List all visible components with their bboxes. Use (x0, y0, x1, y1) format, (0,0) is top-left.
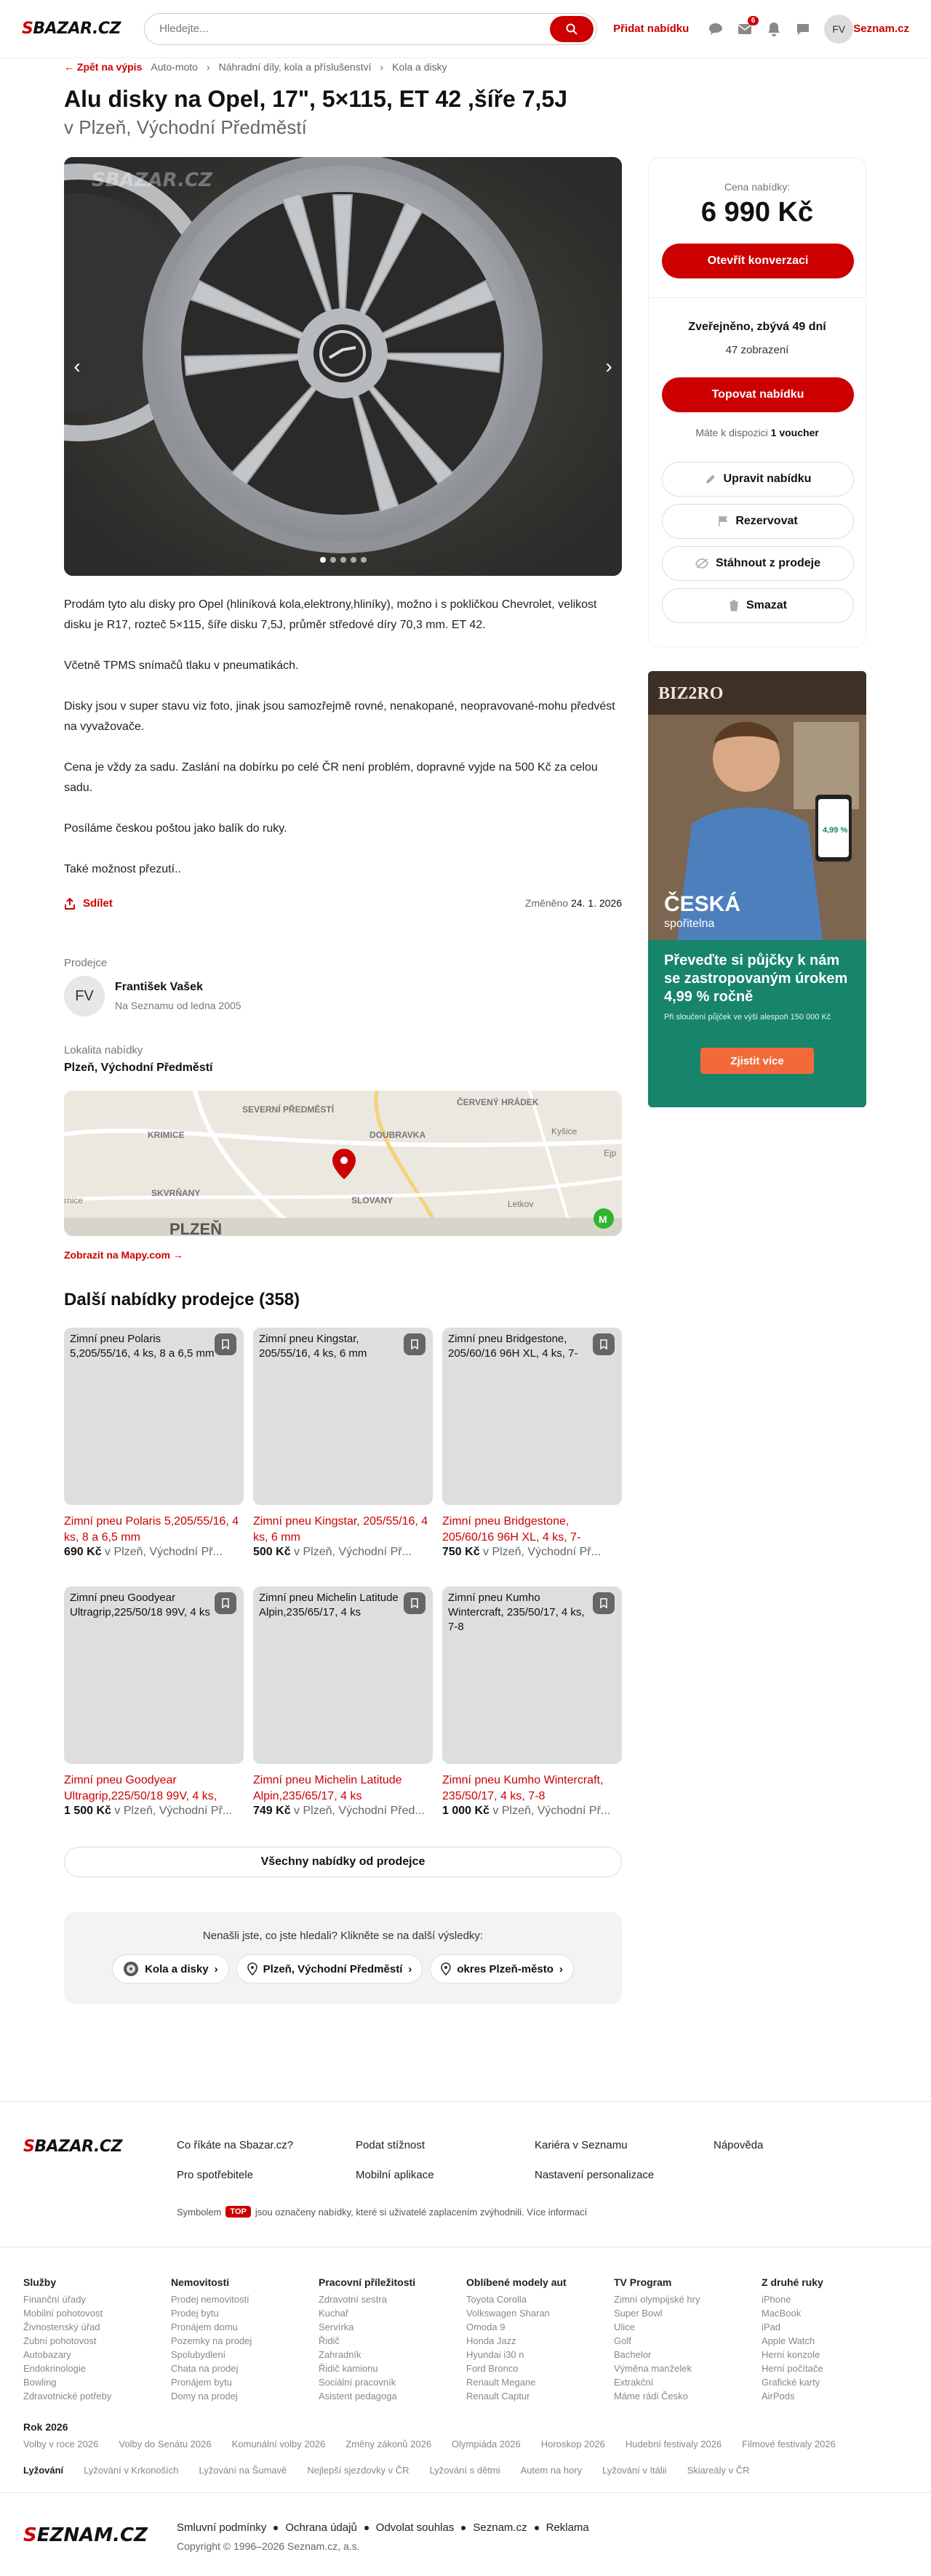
button-label: Smazat (746, 599, 788, 611)
seller-since: Na Seznamu od ledna 2005 (115, 1000, 241, 1011)
footer-sbazar-logo[interactable]: SBAZAR.CZ (23, 2138, 122, 2156)
share-button[interactable] (64, 897, 113, 910)
button-label: Stáhnout z prodeje (716, 557, 820, 569)
svg-text:ČERVENÝ HRÁDEK: ČERVENÝ HRÁDEK (457, 1097, 539, 1107)
footer-column-link[interactable]: MacBook (762, 2308, 802, 2319)
footer-columns (23, 2276, 908, 2403)
breadcrumb (64, 60, 447, 74)
description-paragraph: Disky jsou v super stavu viz foto, jinak jsou samozřejmě rovné, nenakopané, neopravované-mohu předvést na vyvažovače. (64, 700, 615, 733)
reserve-button[interactable] (662, 504, 854, 539)
listing-card-image[interactable] (64, 1586, 244, 1764)
eye-off-icon (695, 558, 708, 569)
seller-name: František Vašek (115, 981, 203, 993)
footer-column-link[interactable]: Ford Bronco (466, 2363, 519, 2374)
ad-creative (648, 671, 866, 1107)
top-badge: TOP (225, 2206, 250, 2218)
footer-link[interactable]: Nápověda (714, 2139, 764, 2151)
listing-card[interactable] (253, 1586, 433, 1823)
copyright: Copyright © 1996–2026 Seznam.cz, a.s. (177, 2540, 360, 2552)
listing-card-price: 690 Kč v Plzeň, Východní Př... (64, 1546, 223, 1558)
footer-column-title: Služby (23, 2276, 57, 2288)
footer-column-link[interactable]: Zimní olympijské hry (614, 2294, 700, 2305)
ski-link[interactable]: Autem na hory (520, 2465, 583, 2476)
header (0, 0, 931, 58)
footer-column-link[interactable]: Golf (614, 2335, 631, 2346)
changed-date: Změněno 24. 1. 2026 (524, 897, 622, 909)
footer-column-link[interactable]: Kuchař (319, 2308, 349, 2319)
footer-column-link[interactable]: Ulice (614, 2322, 635, 2332)
listing-card-title[interactable]: Zimní pneu Kumho Wintercraft, 235/50/17, 4 ks, 7-8 (442, 1774, 604, 1802)
footer-column-link[interactable]: AirPods (762, 2391, 795, 2402)
listing-card-price: 750 Kč v Plzeň, Východní Př... (442, 1546, 601, 1558)
footer-column (23, 2276, 171, 2403)
location-map[interactable] (64, 1091, 622, 1236)
map-canvas (64, 1091, 622, 1236)
bookmark-icon[interactable] (215, 1592, 236, 1614)
suggest-box (64, 1912, 622, 2004)
separator-dot (364, 2526, 369, 2530)
footer-column-link[interactable]: Zdravotnické potřeby (23, 2391, 112, 2402)
separator-dot (461, 2526, 466, 2530)
footer-links (177, 2139, 802, 2181)
footer-column (319, 2276, 466, 2403)
seznam-logo[interactable]: SEZNAM.CZ (23, 2524, 148, 2546)
rok-link[interactable]: Hudební festivaly 2026 (625, 2439, 722, 2449)
ski-link[interactable]: Lyžování s dětmi (429, 2465, 500, 2476)
ski-title: Lyžování (23, 2465, 64, 2476)
listing-card-image[interactable] (253, 1586, 433, 1764)
svg-text:SKVRŇANY: SKVRŇANY (151, 1188, 201, 1198)
footer-column-link[interactable]: Výměna manželek (614, 2363, 692, 2374)
footer-column-link[interactable]: Extrakční (614, 2377, 654, 2388)
footer-column-link[interactable]: Mobilní pohotovost (23, 2308, 103, 2319)
footer-column-link[interactable]: Řidič (319, 2335, 340, 2346)
listing-card[interactable] (442, 1328, 622, 1565)
svg-text:PLZEŇ: PLZEŇ (169, 1220, 223, 1236)
footer-column (614, 2276, 762, 2403)
seller-section-label: Prodejce (64, 957, 108, 969)
location-section-label: Lokalita nabídky (64, 1044, 143, 1056)
button-label: Upravit nabídku (723, 473, 812, 485)
top-listing-button[interactable]: Topovat nabídku (662, 377, 854, 412)
mail-icon[interactable] (737, 16, 756, 37)
bottom-link[interactable]: Reklama (546, 2521, 589, 2534)
image-alt-text: Zimní pneu Bridgestone, 205/60/16 96H XL, 4 ks, 7- (448, 1333, 578, 1360)
listing-card-image[interactable] (442, 1586, 622, 1764)
bottom-links (177, 2521, 589, 2534)
price-value: 6 990 Kč (700, 197, 814, 228)
rok-link[interactable]: Filmové festivaly 2026 (742, 2439, 836, 2449)
wheel-photo (64, 157, 622, 576)
footer-column (762, 2276, 909, 2403)
footer-column-link[interactable]: Pozemky na prodej (171, 2335, 252, 2346)
description-paragraph: Také možnost přezutí.. (64, 863, 181, 875)
bookmark-icon[interactable] (215, 1333, 236, 1355)
rok-title: Rok 2026 (23, 2421, 68, 2433)
description-paragraph: Posíláme českou poštou jako balík do ruky. (64, 822, 287, 835)
footer-column-link[interactable]: Živnostenský úřad (23, 2322, 100, 2332)
pencil-icon (705, 473, 716, 485)
listing-card-image[interactable] (64, 1328, 244, 1505)
description-paragraph: Včetně TPMS snímačů tlaku v pneumatikách. (64, 659, 299, 672)
footer-column-link[interactable]: Omoda 9 (466, 2322, 506, 2332)
photo-dot[interactable] (340, 557, 346, 563)
photo-gallery[interactable] (64, 157, 622, 576)
bottom-link[interactable]: Ochrana údajů (285, 2521, 357, 2534)
footer-column-link[interactable]: Renault Captur (466, 2391, 530, 2402)
bookmark-icon[interactable] (593, 1592, 615, 1614)
button-label: Rezervovat (735, 515, 798, 527)
listing-description (64, 595, 622, 900)
svg-text:M: M (599, 1213, 607, 1225)
footer-divider (0, 2492, 931, 2493)
svg-text:KRIMICE: KRIMICE (148, 1130, 185, 1140)
footer-column-link[interactable]: Toyota Corolla (466, 2294, 527, 2305)
location-pin-icon (247, 1962, 257, 1975)
listing-card[interactable] (442, 1586, 622, 1823)
listing-card-image[interactable] (442, 1328, 622, 1505)
footer-column-link[interactable]: Pronájem bytu (171, 2377, 232, 2388)
search-input[interactable] (159, 23, 523, 35)
listing-card-title[interactable]: Zimní pneu Goodyear Ultragrip,225/50/18 99V, 4 ks, (64, 1774, 217, 1802)
search-box (144, 13, 597, 45)
ski-link[interactable]: Skiareály v ČR (687, 2465, 750, 2476)
separator-dot (535, 2526, 539, 2530)
photo-dot[interactable] (330, 557, 336, 563)
footer-column-link[interactable]: Honda Jazz (466, 2335, 516, 2346)
share-icon (64, 898, 76, 910)
seller-avatar: FV (64, 976, 105, 1016)
prev-photo-button[interactable]: ‹ (73, 355, 81, 377)
withdraw-button[interactable] (662, 546, 854, 581)
footer-column-link[interactable]: Máme rádi Česko (614, 2391, 688, 2402)
footer-column-link[interactable]: iPad (762, 2322, 781, 2332)
suggest-chip-district[interactable] (430, 1954, 574, 1983)
rok-link[interactable]: Horoskop 2026 (540, 2439, 605, 2449)
ski-links (23, 2465, 750, 2476)
footer-column-title: Oblíbené modely aut (466, 2276, 567, 2288)
search-icon (566, 23, 578, 35)
footer-column-title: Z druhé ruky (762, 2276, 823, 2288)
footer-link[interactable]: Co říkáte na Sbazar.cz? (177, 2139, 294, 2151)
advertisement[interactable] (648, 671, 866, 1107)
listing-card-title[interactable]: Zimní pneu Michelin Latitude Alpin,235/65/17, 4 ks (253, 1774, 402, 1802)
suggest-chip-category[interactable] (112, 1954, 229, 1983)
bookmark-icon[interactable] (404, 1333, 425, 1355)
footer-column-link[interactable]: Apple Watch (762, 2335, 815, 2346)
footer-column-link[interactable]: Volkswagen Sharan (466, 2308, 550, 2319)
footer-column-link[interactable]: Herní konzole (762, 2349, 820, 2360)
image-alt-text: Zimní pneu Goodyear Ultragrip,225/50/18 99V, 4 ks (70, 1592, 210, 1618)
image-alt-text: Zimní pneu Kumho Wintercraft, 235/50/17, 4 ks, 7-8 (448, 1592, 585, 1633)
footer-column-link[interactable]: Zubní pohotovost (23, 2335, 97, 2346)
footer-column-link[interactable]: Super Bowl (614, 2308, 663, 2319)
image-alt-text: Zimní pneu Polaris 5,205/55/16, 4 ks, 8 a 6,5 mm (70, 1333, 215, 1360)
footer-link[interactable]: Mobilní aplikace (356, 2169, 434, 2181)
footer-divider (0, 2101, 931, 2102)
bottom-link[interactable]: Smluvní podmínky (177, 2521, 267, 2534)
footer-column-link[interactable]: iPhone (762, 2294, 791, 2305)
footer-column-link[interactable]: Herní počítače (762, 2363, 823, 2374)
show-on-map-link[interactable]: Zobrazit na Mapy.com → (64, 1249, 183, 1261)
listing-card[interactable] (64, 1328, 244, 1565)
listing-card[interactable] (253, 1328, 433, 1565)
footer-column-title: TV Program (614, 2276, 672, 2288)
svg-text:Ejp: Ejp (604, 1148, 617, 1158)
footer-column-link[interactable]: Endokrinologie (23, 2363, 87, 2374)
footer-column-link[interactable]: Spolubydlení (171, 2349, 226, 2360)
ad-headline: Převeďte si půjčky k nám se zastropovaným úrokem 4,99 % ročně (664, 952, 848, 1005)
footer-column-link[interactable]: Chata na prodej (171, 2363, 239, 2374)
breadcrumb-item[interactable]: Kola a disky (392, 61, 447, 73)
footer-column-link[interactable]: Asistent pedagoga (319, 2391, 397, 2402)
rok-link[interactable]: Volby v roce 2026 (23, 2439, 99, 2449)
wheel-icon (123, 1961, 139, 1977)
bottom-link[interactable]: Seznam.cz (473, 2521, 527, 2534)
ski-link[interactable]: Lyžování na Šumavě (199, 2465, 287, 2476)
listing-card-price: 1 000 Kč v Plzeň, Východní Př... (442, 1805, 611, 1817)
footer-column-link[interactable]: Sociální pracovník (319, 2377, 396, 2388)
footer-column (466, 2276, 614, 2403)
svg-text:SEVERNÍ PŘEDMĚSTÍ: SEVERNÍ PŘEDMĚSTÍ (242, 1104, 335, 1115)
photo-dot[interactable] (320, 557, 326, 563)
share-label: Sdílet (83, 897, 113, 910)
separator-dot (273, 2526, 278, 2530)
top-note: Symbolem TOP jsou označeny nabídky, které si uživatelé zaplacením zvýhodnili. Více informací (177, 2206, 588, 2218)
footer-column-title: Pracovní příležitosti (319, 2276, 416, 2288)
svg-text:BIZ2RO: BIZ2RO (658, 684, 724, 703)
footer-column-link[interactable]: Renault Megane (466, 2377, 536, 2388)
next-photo-button[interactable]: › (605, 355, 612, 377)
location-value: Plzeň, Východní Předměstí (64, 1062, 213, 1074)
listing-card-price: 749 Kč v Plzeň, Východní Před... (253, 1805, 425, 1817)
ski-link[interactable]: Nejlepší sjezdovky v ČR (307, 2465, 409, 2476)
listing-location: v Plzeň, Východní Předměstí (64, 116, 307, 138)
search-button[interactable] (550, 16, 594, 42)
add-listing-link[interactable]: Přidat nabídku (613, 23, 690, 35)
footer-column-link[interactable]: Řidič kamionu (319, 2363, 378, 2374)
footer-column-link[interactable]: Finanční úřady (23, 2294, 86, 2305)
svg-text:spořitelna: spořitelna (664, 918, 715, 930)
photo-dots (64, 557, 622, 563)
chip-label: Plzeň, Východní Předměstí (263, 1962, 403, 1975)
listing-card-title[interactable]: Zimní pneu Polaris 5,205/55/16, 4 ks, 8 a 6,5 mm (64, 1515, 239, 1544)
all-listings-button[interactable]: Všechny nabídky od prodejce (64, 1847, 622, 1877)
trash-icon (729, 600, 739, 611)
footer-column-link[interactable]: Domy na prodej (171, 2391, 238, 2402)
speech-icon[interactable] (795, 21, 811, 37)
image-alt-text: Zimní pneu Michelin Latitude Alpin,235/65/17, 4 ks (259, 1592, 399, 1618)
header-icons (708, 15, 853, 44)
chevron-right-icon: › (214, 1962, 218, 1975)
user-avatar[interactable]: FV (824, 15, 853, 44)
footer-link[interactable]: Podat stížnost (356, 2139, 425, 2151)
other-listings-grid (64, 1328, 622, 1823)
ski-link[interactable]: Lyžování v Itálii (602, 2465, 667, 2476)
flag-icon (718, 515, 728, 527)
svg-text:Kyšice: Kyšice (551, 1126, 578, 1136)
svg-text:rnice: rnice (64, 1195, 84, 1205)
breadcrumb-item[interactable]: Náhradní díly, kola a příslušenství (218, 61, 372, 73)
description-paragraph: Prodám tyto alu disky pro Opel (hliníková kola,elektrony,hliníky), možno i s pokličkou Chevrolet, velikost disku je R17, rozteč 5×115, šíře disku 7,5J, průměr středové díry 70,3 mm. ET 42. (64, 598, 597, 631)
svg-text:4,99 %: 4,99 % (823, 826, 848, 835)
chat-bubble-icon[interactable] (708, 21, 724, 37)
seller-card[interactable] (64, 976, 241, 1016)
footer-link[interactable]: Kariéra v Seznamu (535, 2139, 628, 2151)
bookmark-icon[interactable] (593, 1333, 615, 1355)
rok-link[interactable]: Volby do Senátu 2026 (119, 2439, 212, 2449)
footer-column-link[interactable]: Bowling (23, 2377, 57, 2388)
other-listings-heading: Další nabídky prodejce (358) (64, 1290, 300, 1309)
description-paragraph: Cena je vždy za sadu. Zaslání na dobírku po celé ČR není problém, dopravné vyjde na 500 Kč za celou sadu. (64, 761, 598, 794)
footer-column-link[interactable]: Servírka (319, 2322, 354, 2332)
rok-link[interactable]: Komunální volby 2026 (231, 2439, 326, 2449)
location-pin-icon (441, 1962, 451, 1975)
image-alt-text: Zimní pneu Kingstar, 205/55/16, 4 ks, 6 mm (259, 1333, 367, 1360)
listing-card-title[interactable]: Zimní pneu Kingstar, 205/55/16, 4 ks, 6 mm (253, 1515, 428, 1544)
sbazar-logo[interactable]: SBAZAR.CZ (22, 20, 121, 38)
divider (649, 297, 866, 298)
footer-column-link[interactable]: Hyundai i30 n (466, 2349, 524, 2360)
seznam-link[interactable]: Seznam.cz (853, 23, 909, 35)
footer-column-link[interactable]: Zahradník (319, 2349, 361, 2360)
edit-listing-button[interactable] (662, 462, 854, 497)
rok-links (23, 2439, 836, 2449)
rok-link[interactable]: Olympiáda 2026 (452, 2439, 521, 2449)
ski-link[interactable]: Lyžování v Krkonoších (84, 2465, 179, 2476)
open-chat-button[interactable]: Otevřít konverzaci (662, 244, 854, 278)
footer-column-link[interactable]: Bachelor (614, 2349, 652, 2360)
footer-column-link[interactable]: Grafické karty (762, 2377, 820, 2388)
mail-badge: 6 (748, 16, 759, 25)
published-info: Zveřejněno, zbývá 49 dní (688, 321, 826, 333)
chevron-right-icon: › (559, 1962, 563, 1975)
ad-cta-button[interactable]: Zjistit více (700, 1048, 814, 1074)
listing-title: Alu disky na Opel, 17", 5×115, ET 42 ,šíře 7,5J (64, 86, 567, 112)
svg-text:SLOVANY: SLOVANY (351, 1195, 393, 1205)
views-count: 47 zobrazení (725, 344, 789, 356)
price-label: Cena nabídky: (724, 181, 791, 193)
photo-dot[interactable] (351, 557, 356, 563)
chevron-right-icon: › (206, 61, 210, 73)
suggest-chip-location[interactable] (236, 1954, 423, 1983)
chevron-right-icon: › (408, 1962, 412, 1975)
bell-icon[interactable] (766, 21, 782, 37)
listing-card-price: 500 Kč v Plzeň, Východní Př... (253, 1546, 412, 1558)
svg-text:SBAZAR.CZ: SBAZAR.CZ (92, 169, 212, 191)
rok-link[interactable]: Změny zákonů 2026 (345, 2439, 432, 2449)
suggest-question: Nenašli jste, co jste hledali? Klikněte se na další výsledky: (202, 1930, 484, 1942)
delete-button[interactable] (662, 588, 854, 623)
breadcrumb-item[interactable]: Auto-moto (151, 61, 198, 73)
svg-text:DOUBRAVKA: DOUBRAVKA (369, 1130, 426, 1140)
footer-column-link[interactable]: Zdravotní sestra (319, 2294, 387, 2305)
footer-column (171, 2276, 319, 2403)
listing-card-image[interactable] (253, 1328, 433, 1505)
svg-text:Letkov: Letkov (508, 1199, 534, 1209)
chip-label: okres Plzeň-město (457, 1962, 554, 1975)
footer-column-title: Nemovitosti (171, 2276, 230, 2288)
listing-card-price: 1 500 Kč v Plzeň, Východní Př... (64, 1805, 233, 1817)
footer-column-link[interactable]: Prodej bytu (171, 2308, 219, 2319)
price-box (648, 157, 866, 647)
back-link[interactable]: ← Zpět na výpis (64, 61, 143, 73)
footer-link[interactable]: Nastavení personalizace (535, 2169, 655, 2181)
voucher-info: Máte k dispozici 1 voucher (695, 427, 819, 438)
chip-label: Kola a disky (145, 1962, 209, 1975)
listing-card-title[interactable]: Zimní pneu Bridgestone, 205/60/16 96H XL, 4 ks, 7- (442, 1515, 581, 1544)
footer-link[interactable]: Pro spotřebitele (177, 2169, 254, 2181)
listing-card[interactable] (64, 1586, 244, 1823)
bookmark-icon[interactable] (404, 1592, 425, 1614)
chevron-right-icon: › (380, 61, 384, 73)
photo-dot[interactable] (361, 557, 367, 563)
ad-subtext: Při sloučení půjček ve výši alespoň 150 000 Kč (664, 1013, 831, 1022)
bottom-link[interactable]: Odvolat souhlas (375, 2521, 455, 2534)
footer-column-link[interactable]: Pronájem domu (171, 2322, 238, 2332)
svg-text:ČESKÁ: ČESKÁ (664, 892, 741, 916)
footer-column-link[interactable]: Autobazary (23, 2349, 71, 2360)
footer-column-link[interactable]: Prodej nemovitostí (171, 2294, 249, 2305)
